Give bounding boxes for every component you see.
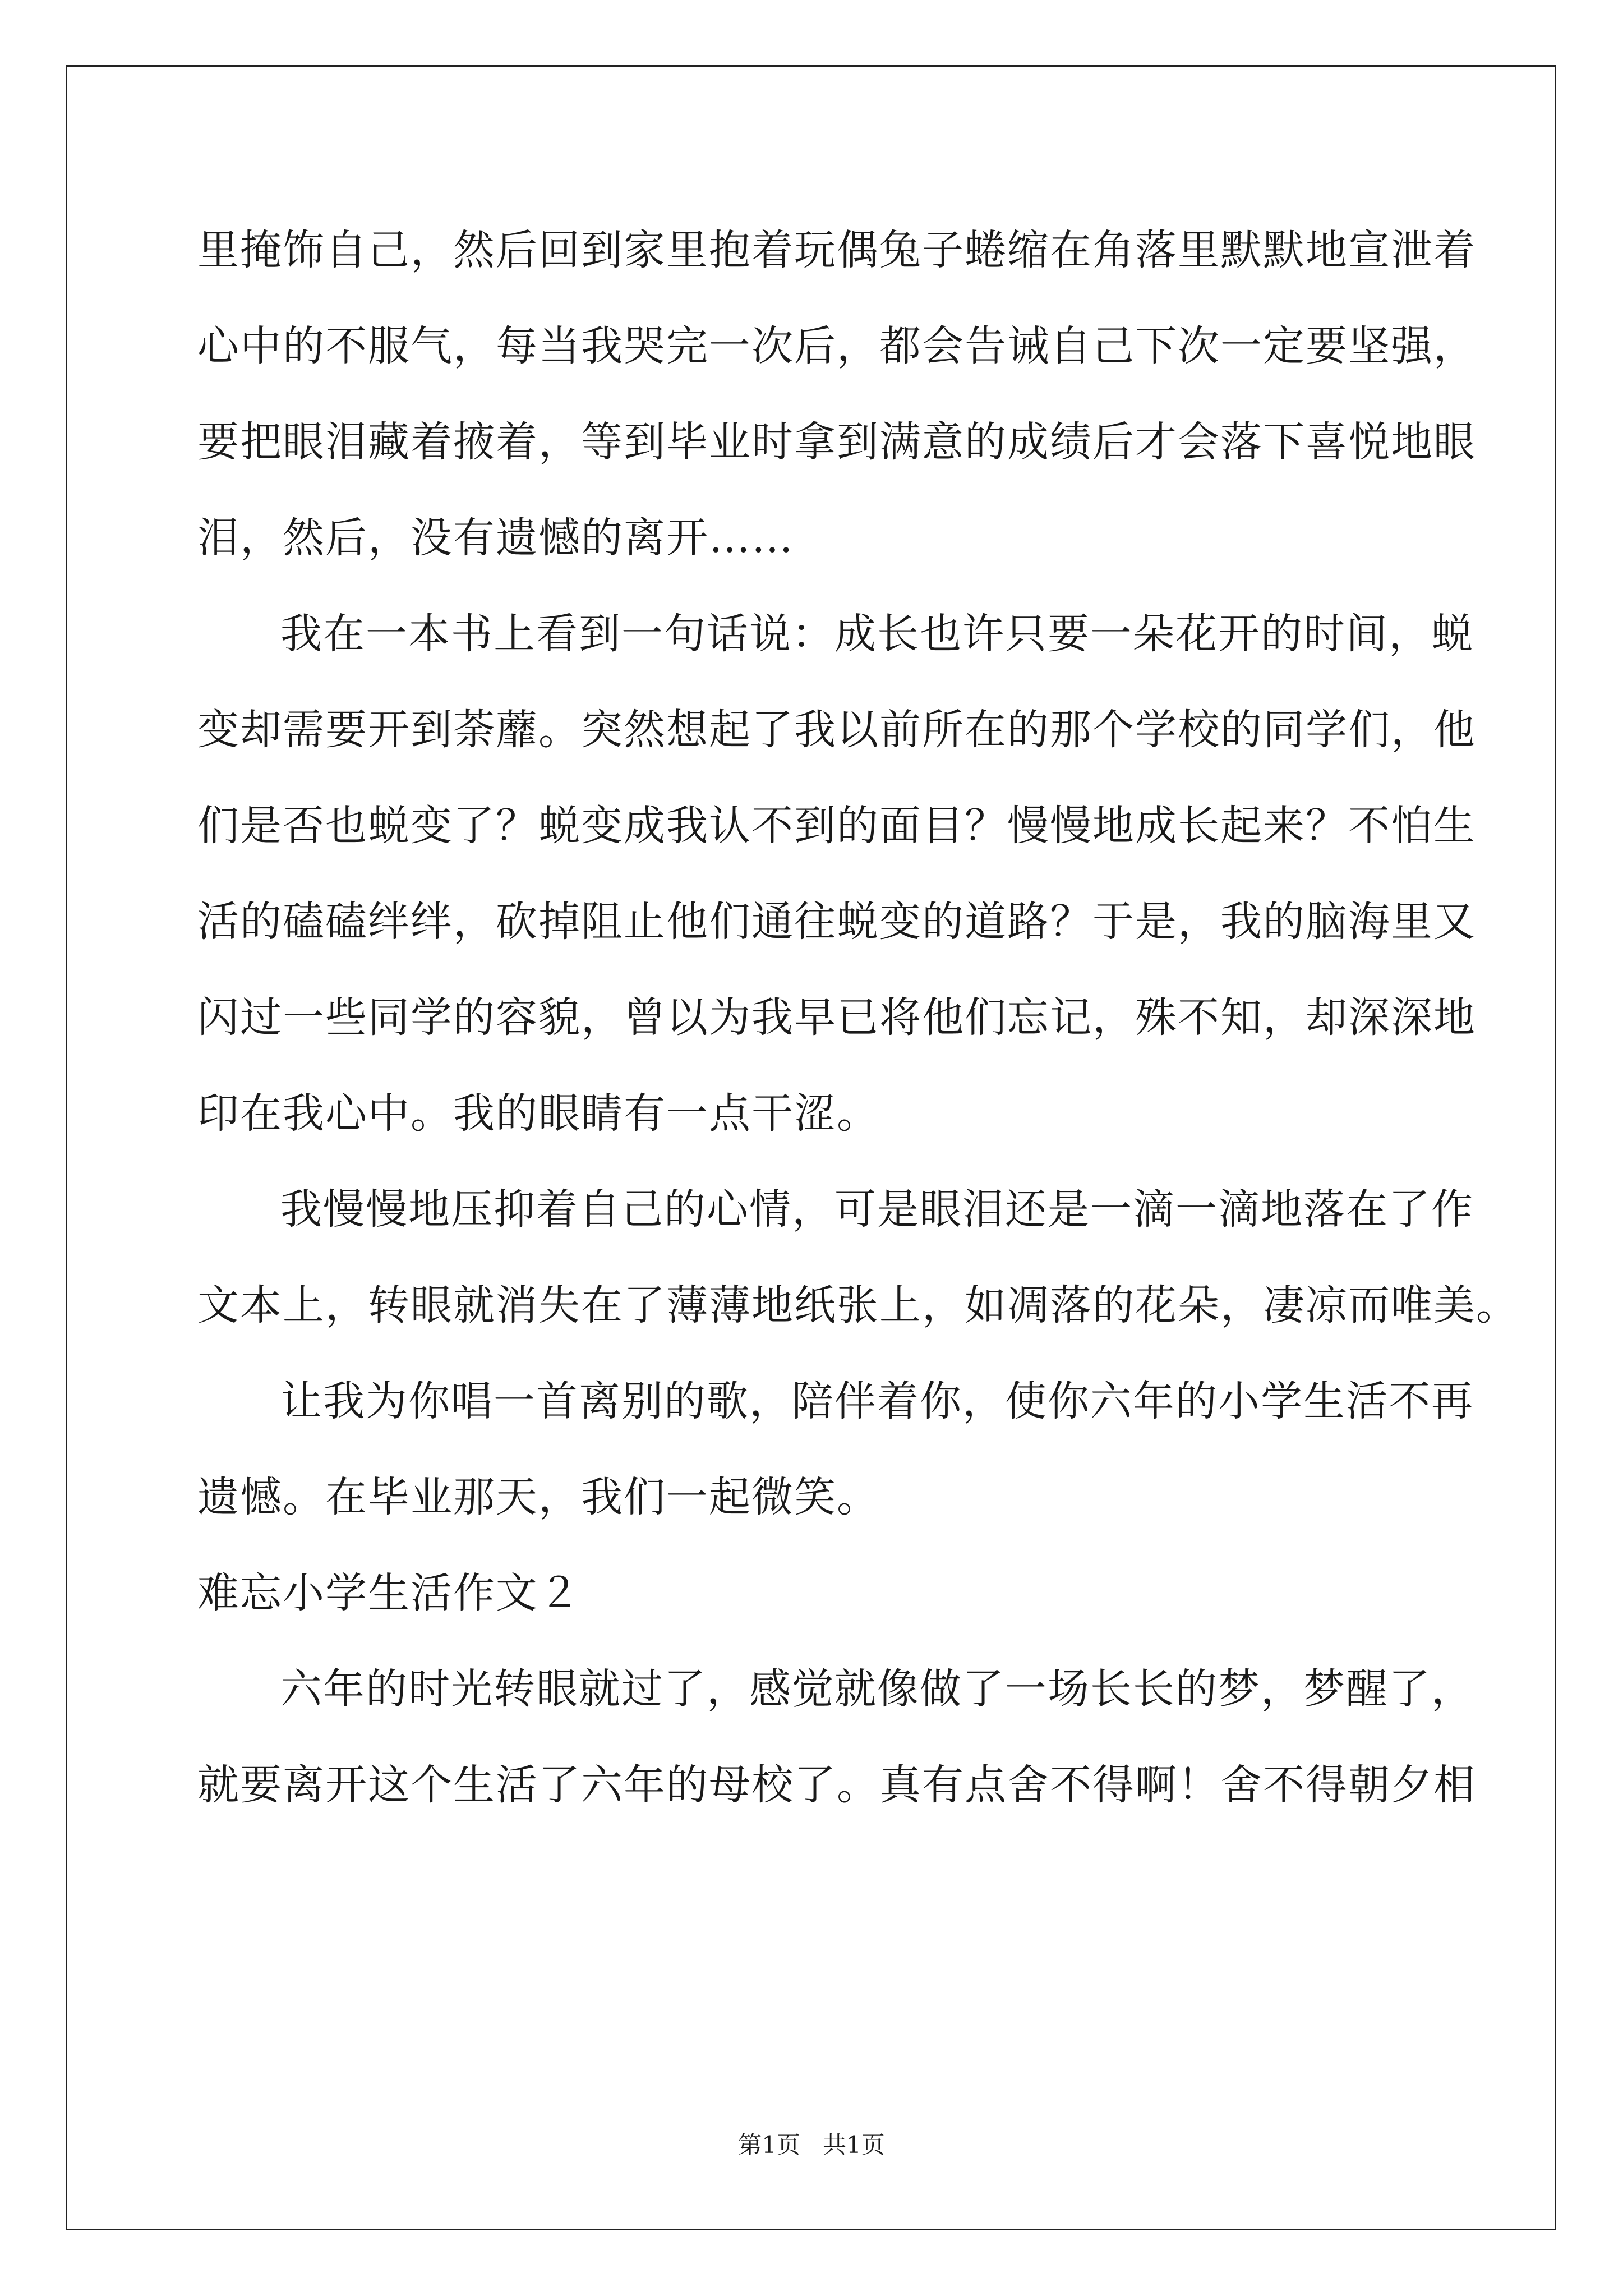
- text-line: 闪过一些同学的容貌，曾以为我早已将他们忘记，殊不知，却深深地: [197, 993, 1476, 1042]
- text-line: 心中的不服气，每当我哭完一次后，都会告诫自己下次一定要坚强，: [197, 322, 1476, 370]
- text-line: 们是否也蜕变了？蜕变成我认不到的面目？慢慢地成长起来？不怕生: [197, 802, 1476, 850]
- text-line: 活的磕磕绊绊，砍掉阻止他们通往蜕变的道路？于是，我的脑海里又: [197, 898, 1476, 946]
- text-line: 变却需要开到荼蘼。突然想起了我以前所在的那个学校的同学们，他: [197, 706, 1476, 754]
- text-line: 就要离开这个生活了六年的母校了。真有点舍不得啊！舍不得朝夕相: [197, 1761, 1476, 1809]
- text-line: 文本上，转眼就消失在了薄薄地纸张上，如凋落的花朵，凄凉而唯美。: [197, 1281, 1519, 1329]
- text-line: 遗憾。在毕业那天，我们一起微笑。: [197, 1473, 879, 1521]
- paragraph-start-line: 六年的时光转眼就过了，感觉就像做了一场长长的梦，梦醒了，: [280, 1665, 1474, 1713]
- paragraph-start-line: 我在一本书上看到一句话说：成长也许只要一朵花开的时间，蜕: [280, 610, 1474, 658]
- paragraph-start-line: 我慢慢地压抑着自己的心情，可是眼泪还是一滴一滴地落在了作: [280, 1185, 1474, 1234]
- text-line: 里掩饰自己，然后回到家里抱着玩偶兔子蜷缩在角落里默默地宣泄着: [197, 226, 1476, 274]
- text-line: 泪，然后，没有遗憾的离开……: [197, 514, 794, 562]
- page-footer: 第1页 共1页: [738, 2131, 885, 2159]
- text-line: 印在我心中。我的眼睛有一点干涩。: [197, 1089, 879, 1138]
- paragraph-start-line: 让我为你唱一首离别的歌，陪伴着你，使你六年的小学生活不再: [280, 1377, 1474, 1425]
- page-border: [66, 65, 1556, 2230]
- text-line: 要把眼泪藏着掖着，等到毕业时拿到满意的成绩后才会落下喜悦地眼: [197, 418, 1476, 466]
- section-heading: 难忘小学生活作文２: [197, 1569, 581, 1617]
